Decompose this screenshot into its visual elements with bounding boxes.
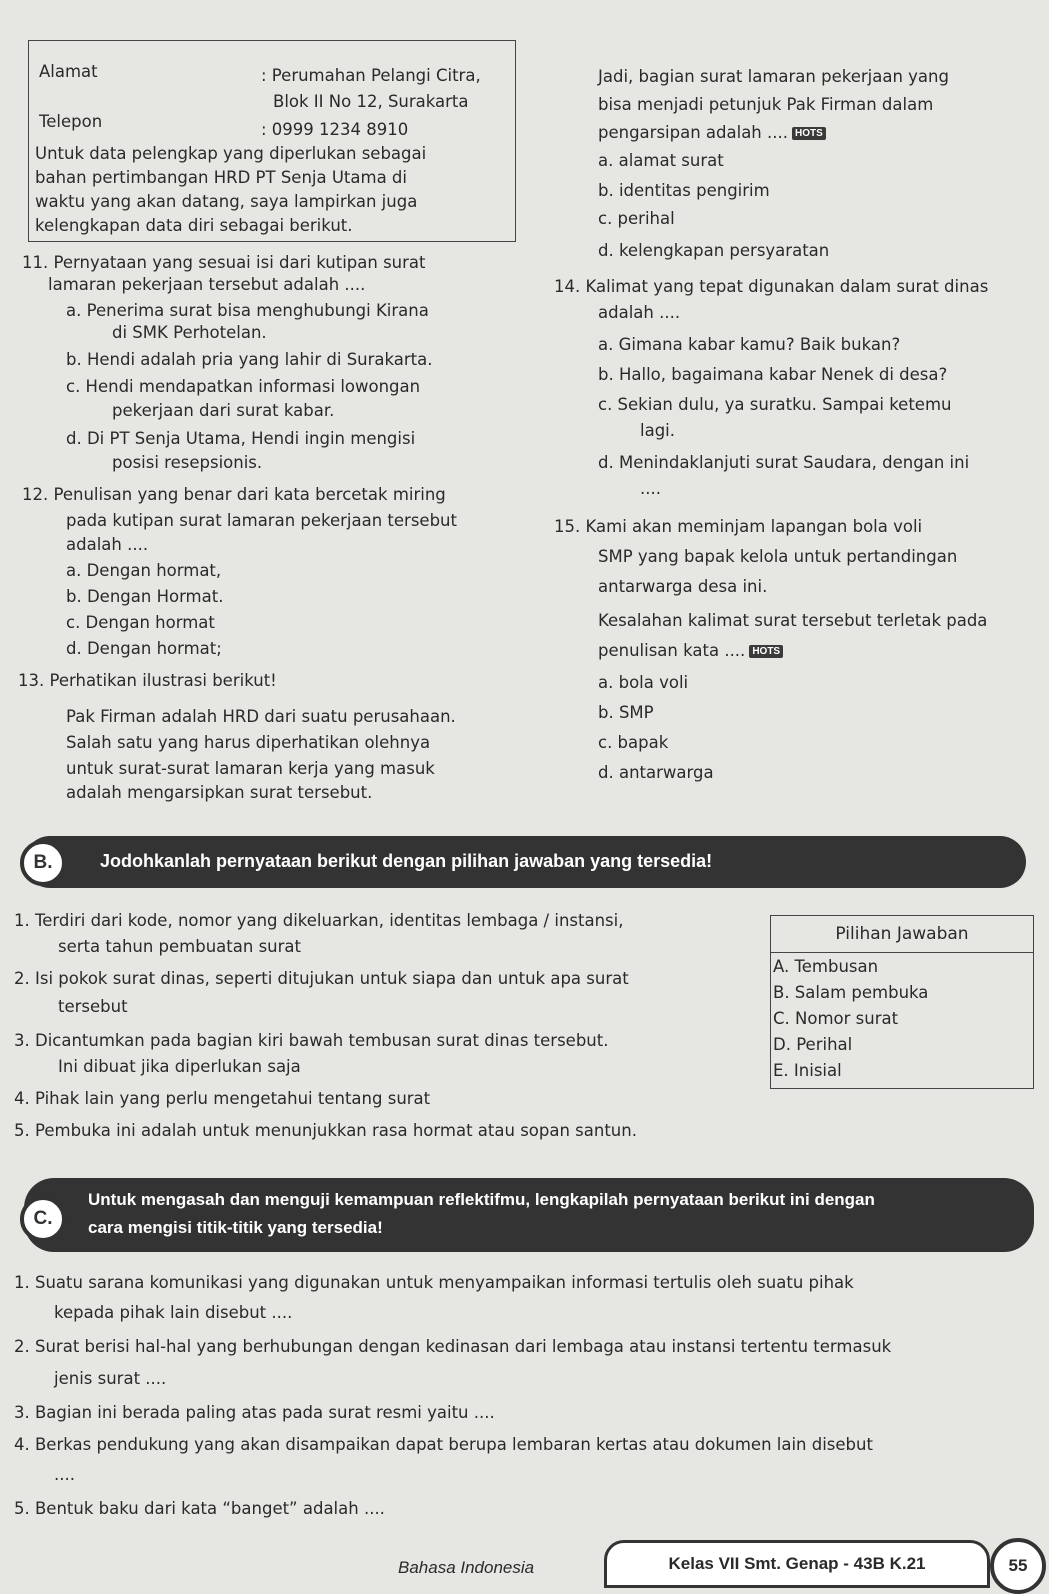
hots-badge: HOTS bbox=[749, 645, 783, 658]
q13-cont: Jadi, bagian surat lamaran pekerjaan yang bbox=[598, 67, 949, 86]
section-b-title: Jodohkanlah pernyataan berikut dengan pilihan jawaban yang tersedia! bbox=[100, 851, 713, 871]
box-line: Untuk data pelengkap yang diperlukan sebagai bbox=[35, 144, 427, 163]
option: a. bola voli bbox=[598, 673, 689, 692]
option: b. Hallo, bagaimana kabar Nenek di desa? bbox=[598, 365, 948, 384]
section-c-title-2: cara mengisi titik-titik yang tersedia! bbox=[88, 1218, 383, 1237]
option-cont: .... bbox=[640, 479, 661, 498]
question-12: 12. Penulisan yang benar dari kata bercetak miring bbox=[22, 485, 446, 504]
question-15: 15. Kami akan meminjam lapangan bola voli bbox=[554, 517, 923, 536]
question-text: SMP yang bapak kelola untuk pertandingan bbox=[598, 547, 958, 566]
section-b-badge: B. bbox=[20, 840, 66, 886]
option: c. Dengan hormat bbox=[66, 613, 215, 632]
fill-item-cont: kepada pihak lain disebut .... bbox=[54, 1303, 293, 1322]
option-cont: pekerjaan dari surat kabar. bbox=[112, 401, 335, 420]
fill-item-cont: jenis surat .... bbox=[54, 1369, 167, 1388]
option-cont: di SMK Perhotelan. bbox=[112, 323, 267, 342]
answer-choice: E. Inisial bbox=[773, 1061, 842, 1080]
fill-item-cont: .... bbox=[54, 1465, 75, 1484]
matching-item: 3. Dicantumkan pada bagian kiri bawah tembusan surat dinas tersebut. bbox=[14, 1031, 609, 1050]
option: a. Gimana kabar kamu? Baik bukan? bbox=[598, 335, 901, 354]
option: a. alamat surat bbox=[598, 151, 724, 170]
option: c. Hendi mendapatkan informasi lowongan bbox=[66, 377, 421, 396]
answer-choice: A. Tembusan bbox=[773, 957, 879, 976]
option: b. Dengan Hormat. bbox=[66, 587, 224, 606]
question-text: adalah .... bbox=[598, 303, 681, 322]
alamat-value-2: Blok II No 12, Surakarta bbox=[273, 92, 469, 111]
fill-item: 1. Suatu sarana komunikasi yang digunakan untuk menyampaikan informasi tertulis oleh suatu pihak bbox=[14, 1273, 854, 1292]
footer-class-info: Kelas VII Smt. Genap - 43B K.21 bbox=[604, 1540, 990, 1588]
matching-item: 4. Pihak lain yang perlu mengetahui tentang surat bbox=[14, 1089, 431, 1108]
option: c. bapak bbox=[598, 733, 669, 752]
page-number: 55 bbox=[990, 1538, 1046, 1594]
question-text: pada kutipan surat lamaran pekerjaan tersebut bbox=[66, 511, 457, 530]
option: d. antarwarga bbox=[598, 763, 714, 782]
matching-item-cont: Ini dibuat jika diperlukan saja bbox=[58, 1057, 301, 1076]
question-14: 14. Kalimat yang tepat digunakan dalam surat dinas bbox=[554, 277, 989, 296]
option-cont: posisi resepsionis. bbox=[112, 453, 263, 472]
section-b-header bbox=[24, 836, 1026, 888]
telepon-value: : 0999 1234 8910 bbox=[261, 120, 409, 139]
option: d. Menindaklanjuti surat Saudara, dengan ini bbox=[598, 453, 970, 472]
option: d. Dengan hormat; bbox=[66, 639, 222, 658]
option-cont: lagi. bbox=[640, 421, 675, 440]
option: d. kelengkapan persyaratan bbox=[598, 241, 830, 260]
letter-excerpt-box bbox=[28, 40, 516, 242]
q13-cont: pengarsipan adalah .... HOTS bbox=[598, 122, 826, 145]
section-c-header bbox=[24, 1178, 1034, 1252]
illustration-text: adalah mengarsipkan surat tersebut. bbox=[66, 783, 373, 802]
option: c. perihal bbox=[598, 209, 675, 228]
answer-choices-title: Pilihan Jawaban bbox=[771, 916, 1033, 953]
answer-choices-box bbox=[770, 915, 1034, 1089]
telepon-label: Telepon bbox=[39, 112, 103, 131]
option: c. Sekian dulu, ya suratku. Sampai ketemu bbox=[598, 395, 952, 414]
option: a. Dengan hormat, bbox=[66, 561, 222, 580]
matching-item-cont: serta tahun pembuatan surat bbox=[58, 937, 301, 956]
section-c-badge: C. bbox=[20, 1196, 66, 1242]
matching-item: 2. Isi pokok surat dinas, seperti ditujukan untuk siapa dan untuk apa surat bbox=[14, 969, 629, 988]
illustration-text: Pak Firman adalah HRD dari suatu perusahaan. bbox=[66, 707, 456, 726]
fill-item: 3. Bagian ini berada paling atas pada surat resmi yaitu .... bbox=[14, 1403, 495, 1422]
fill-item: 5. Bentuk baku dari kata “banget” adalah .... bbox=[14, 1499, 385, 1518]
fill-item: 2. Surat berisi hal-hal yang berhubungan dengan kedinasan dari lembaga atau instansi tertentu termasuk bbox=[14, 1337, 892, 1356]
option: d. Di PT Senja Utama, Hendi ingin mengisi bbox=[66, 429, 416, 448]
alamat-label: Alamat bbox=[39, 62, 98, 81]
hots-badge: HOTS bbox=[792, 127, 826, 140]
option: b. identitas pengirim bbox=[598, 181, 770, 200]
fill-item: 4. Berkas pendukung yang akan disampaikan dapat berupa lembaran kertas atau dokumen lain disebut bbox=[14, 1435, 873, 1454]
question-13: 13. Perhatikan ilustrasi berikut! bbox=[18, 671, 277, 690]
question-text: antarwarga desa ini. bbox=[598, 577, 768, 596]
option: b. SMP bbox=[598, 703, 654, 722]
box-line: bahan pertimbangan HRD PT Senja Utama di bbox=[35, 168, 407, 187]
question-text: adalah .... bbox=[66, 535, 149, 554]
answer-choice: D. Perihal bbox=[773, 1035, 853, 1054]
box-line: waktu yang akan datang, saya lampirkan juga bbox=[35, 192, 418, 211]
question-text: lamaran pekerjaan tersebut adalah .... bbox=[48, 275, 366, 294]
question-11: 11. Pernyataan yang sesuai isi dari kutipan surat bbox=[22, 253, 426, 272]
matching-item: 5. Pembuka ini adalah untuk menunjukkan rasa hormat atau sopan santun. bbox=[14, 1121, 637, 1140]
option: a. Penerima surat bisa menghubungi Kirana bbox=[66, 301, 429, 320]
matching-item: 1. Terdiri dari kode, nomor yang dikeluarkan, identitas lembaga / instansi, bbox=[14, 911, 624, 930]
question-text: penulisan kata .... HOTS bbox=[598, 640, 783, 663]
alamat-value: : Perumahan Pelangi Citra, bbox=[261, 66, 481, 85]
illustration-text: untuk surat-surat lamaran kerja yang masuk bbox=[66, 759, 435, 778]
answer-choice: B. Salam pembuka bbox=[773, 983, 929, 1002]
box-line: kelengkapan data diri sebagai berikut. bbox=[35, 216, 353, 235]
option: b. Hendi adalah pria yang lahir di Surakarta. bbox=[66, 350, 433, 369]
question-text: Kesalahan kalimat surat tersebut terletak pada bbox=[598, 611, 988, 630]
section-c-title: Untuk mengasah dan menguji kemampuan reflektifmu, lengkapilah pernyataan berikut ini dengan bbox=[88, 1190, 875, 1209]
answer-choice: C. Nomor surat bbox=[773, 1009, 899, 1028]
illustration-text: Salah satu yang harus diperhatikan olehnya bbox=[66, 733, 431, 752]
matching-item-cont: tersebut bbox=[58, 997, 128, 1016]
footer-subject: Bahasa Indonesia bbox=[398, 1558, 535, 1577]
q13-cont: bisa menjadi petunjuk Pak Firman dalam bbox=[598, 95, 934, 114]
